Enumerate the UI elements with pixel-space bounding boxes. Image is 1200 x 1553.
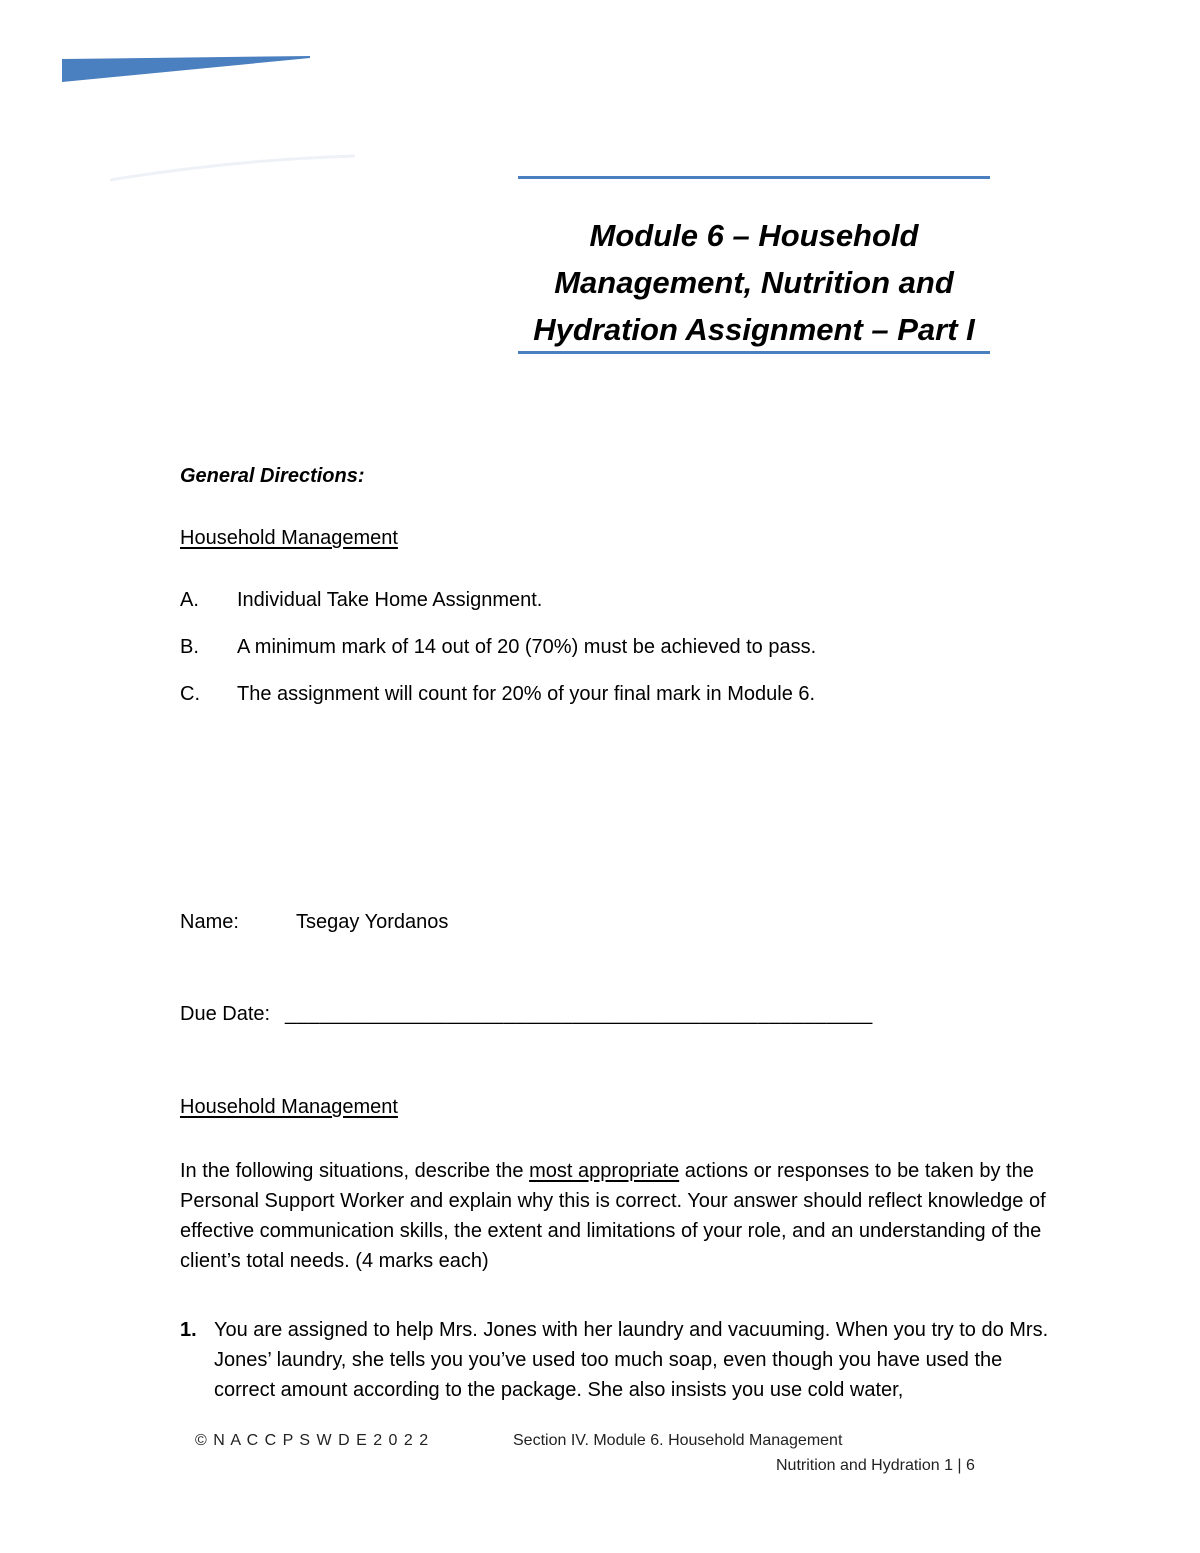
intro-emphasis: most appropriate [529,1160,680,1182]
question-1 [180,1315,1060,1405]
name-label: Name: [180,911,239,933]
direction-letter-a: A. [180,589,199,611]
instructions-paragraph [180,1156,1060,1276]
title-top-rule [518,176,990,179]
header-banner-graphic [62,56,312,84]
name-value: Tsegay Yordanos [296,911,449,933]
title-line-1: Module 6 – Household [589,218,919,253]
direction-text-c: The assignment will count for 20% of your final mark in Module 6. [237,683,816,705]
direction-text-a: Individual Take Home Assignment. [237,589,543,611]
question-1-number: 1. [180,1319,197,1341]
question-1-text: You are assigned to help Mrs. Jones with her laundry and vacuuming. When you try to do Mrs. Jones’ laundry, she tells you you’ve used too much soap, even though you have used the correct amount according to the package. She also insists you use cold water, [214,1319,1049,1401]
intro-before: In the following situations, describe the [180,1160,530,1182]
document-title [518,212,990,353]
due-date-blank: ___________________________________________________ [285,1003,873,1025]
footer-section: Section IV. Module 6. Household Management [513,1432,843,1449]
general-directions-heading: General Directions: [180,465,365,487]
direction-letter-b: B. [180,636,199,658]
footer-copyright: © N A C C P S W D E 2 0 2 2 [195,1432,430,1449]
title-bottom-rule [518,351,990,354]
due-date-label: Due Date: [180,1003,271,1025]
title-line-3: Hydration Assignment – Part I [533,312,975,347]
intro-after: actions or responses to be taken by the Personal Support Worker and explain why this is correct. Your answer should reflect knowledge of effective communication skills, the extent and limitations of your role, and an understanding of the client’s total needs. (4 marks each) [180,1160,1046,1272]
direction-letter-c: C. [180,683,200,705]
title-line-2: Management, Nutrition and [554,265,954,300]
direction-text-b: A minimum mark of 14 out of 20 (70%) must be achieved to pass. [237,636,817,658]
household-management-heading: Household Management [180,527,398,549]
footer-page: Nutrition and Hydration 1 | 6 [776,1457,975,1474]
household-management-section-heading: Household Management [180,1096,398,1118]
faint-swoosh-graphic [110,150,360,190]
